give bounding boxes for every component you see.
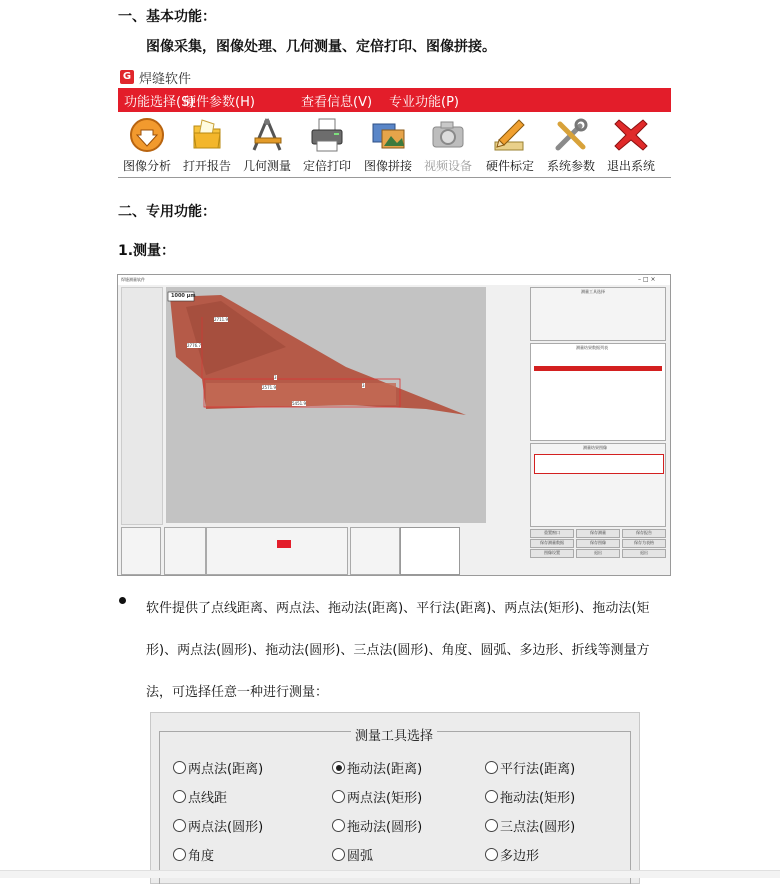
menu-item-pro-functions[interactable]: 专业功能(P) [389, 95, 459, 110]
screenshot-title-bar [118, 275, 670, 285]
mini-button[interactable]: 保存测量数据 [530, 539, 574, 548]
toolbar-button-image-analysis[interactable] [117, 116, 177, 176]
mini-button[interactable]: 保存图像 [576, 539, 620, 548]
mini-button[interactable]: 保存报告 [622, 529, 666, 538]
toolbar-button-video-device[interactable] [418, 116, 478, 176]
color-swatch[interactable] [277, 540, 291, 548]
tool-select-group-mini [530, 287, 666, 341]
mini-button[interactable]: 图像设置 [530, 549, 574, 558]
bullet-dot [119, 597, 126, 604]
tool-group-title-mini: 测量工具选择 [581, 289, 605, 294]
radio-icon[interactable] [173, 848, 186, 861]
screenshot-bottom-group-1 [121, 527, 161, 575]
radio-label: 圆弧 [347, 849, 374, 864]
radio-angle[interactable] [173, 845, 214, 864]
window-controls-icon[interactable]: – □ × [638, 276, 656, 283]
toolbar-button-exit-system[interactable] [601, 116, 661, 176]
radio-polygon[interactable] [485, 845, 539, 864]
radio-parallel-distance[interactable] [485, 758, 575, 777]
toolbar-button-geometry-measure[interactable] [237, 116, 297, 176]
basic-features-text: 图像采集，图像处理、几何测量、定倍打印、图像拼接。 [146, 39, 496, 55]
toolbar-button-image-stitch[interactable] [358, 116, 418, 176]
screenshot-window-title: 焊缝测量软件 [121, 277, 145, 282]
radio-label: 点线距 [188, 791, 228, 806]
camera-icon [429, 116, 467, 154]
tools-icon [552, 116, 590, 154]
measure-tool-legend: 测量工具选择 [351, 725, 437, 744]
screenshot-right-panel [530, 287, 666, 573]
radio-icon[interactable] [173, 819, 186, 832]
bullet-paragraph: 软件提供了点线距离、两点法、拖动法(距离)、平行法(距离)、两点法(矩形)、拖动法(矩形)、两点法(圆形)、拖动法(圆形)、三点法(圆形)、角度、圆弧、多边形、折线等测量方法，可选择任意一种进行测量： [146, 601, 650, 700]
image-stitch-icon [369, 116, 407, 154]
toolbar-label: 退出系统 [606, 159, 655, 173]
measure-label: 3 [274, 375, 277, 380]
toolbar-button-hardware-calibrate[interactable] [480, 116, 540, 176]
measure-label: 2571.9 [262, 385, 276, 390]
radio-icon[interactable] [332, 819, 345, 832]
weld-image [166, 287, 486, 523]
menu-item-function-select[interactable]: 功能选择(S) [124, 95, 195, 110]
radio-arc[interactable] [332, 845, 373, 864]
radio-three-point-circle[interactable] [485, 816, 575, 835]
radio-label: 两点法(矩形) [347, 791, 423, 806]
screenshot-bottom-group-3 [206, 527, 348, 575]
measure-tool-panel [150, 712, 640, 884]
toolbar-label: 硬件标定 [485, 159, 534, 173]
toolbar-label: 几何测量 [242, 159, 291, 173]
pencil-ruler-icon [491, 116, 529, 154]
open-report-icon [188, 116, 226, 154]
radio-drag-circle[interactable] [332, 816, 422, 835]
result-table-mini [530, 343, 666, 441]
radio-icon[interactable] [485, 790, 498, 803]
screenshot-left-panel [121, 287, 163, 525]
radio-icon[interactable] [332, 848, 345, 861]
measure-software-screenshot [117, 274, 671, 576]
measure-label: 3 [362, 383, 365, 388]
app-title: 焊缝软件 [139, 72, 192, 87]
radio-icon[interactable] [485, 848, 498, 861]
toolbar-label: 系统参数 [546, 159, 595, 173]
radio-icon[interactable] [173, 761, 186, 774]
radio-label: 拖动法(矩形) [500, 791, 576, 806]
measure-tool-fieldset [159, 731, 631, 884]
measure-label: 2776.7 [187, 343, 201, 348]
subheading-measure: 1.测量： [118, 243, 176, 259]
scale-bar-label: 1000 μm [171, 293, 196, 299]
toolbar-button-fixed-print[interactable] [297, 116, 357, 176]
mini-button[interactable]: 保存测量 [576, 529, 620, 538]
radio-label: 平行法(距离) [500, 762, 576, 777]
table-row[interactable] [534, 366, 662, 371]
toolbar-label: 视频设备 [423, 159, 472, 173]
app-title-bar [118, 67, 671, 87]
mini-button[interactable]: 保存为表格 [622, 539, 666, 548]
radio-label: 两点法(圆形) [188, 820, 264, 835]
measure-label: 2711.9 [214, 317, 228, 322]
mini-button[interactable]: 重置窗口 [530, 529, 574, 538]
radio-two-point-distance[interactable] [173, 758, 263, 777]
result-preview-mini [530, 443, 666, 527]
result-preview-title: 测量结果图像 [583, 445, 607, 450]
radio-two-point-circle[interactable] [173, 816, 263, 835]
radio-point-line[interactable] [173, 787, 227, 806]
radio-icon[interactable] [173, 790, 186, 803]
section-heading-basic: 一、基本功能： [118, 9, 216, 25]
menu-item-view-info[interactable]: 查看信息(V) [301, 95, 373, 110]
toolbar-label: 定倍打印 [302, 159, 351, 173]
section-heading-special: 二、专用功能： [118, 204, 216, 220]
toolbar-button-open-report[interactable] [177, 116, 237, 176]
geometry-measure-icon [248, 116, 286, 154]
toolbar-label: 图像拼接 [363, 159, 412, 173]
screenshot-bottom-group-4 [350, 527, 400, 575]
toolbar-label: 打开报告 [182, 159, 231, 173]
radio-label: 多边形 [500, 849, 540, 864]
image-analysis-icon [128, 116, 166, 154]
toolbar-button-system-params[interactable] [541, 116, 601, 176]
app-logo-icon: G [120, 70, 134, 84]
preview-row[interactable] [534, 454, 664, 474]
radio-label: 拖动法(圆形) [347, 820, 423, 835]
mini-button[interactable]: 退出 [622, 549, 666, 558]
radio-label: 角度 [188, 849, 215, 864]
menu-bar [118, 88, 671, 112]
measure-label: 5451.9 [292, 401, 306, 406]
radio-selected-icon[interactable] [332, 761, 345, 774]
radio-drag-rect[interactable] [485, 787, 575, 806]
radio-two-point-rect[interactable] [332, 787, 422, 806]
radio-label: 两点法(距离) [188, 762, 264, 777]
menu-item-hardware-params[interactable]: 硬件参数(H) [183, 95, 255, 110]
main-toolbar [118, 113, 671, 178]
radio-label: 拖动法(距离) [347, 762, 423, 777]
screenshot-thumbnail [400, 527, 460, 575]
printer-icon [308, 116, 346, 154]
screenshot-bottom-group-2 [164, 527, 206, 575]
exit-icon [612, 116, 650, 154]
toolbar-label: 图像分析 [122, 159, 171, 173]
radio-icon[interactable] [332, 790, 345, 803]
radio-icon[interactable] [485, 819, 498, 832]
result-table-title: 测量结果数据列表 [576, 345, 608, 350]
radio-label: 三点法(圆形) [500, 820, 576, 835]
mini-button[interactable]: 退出 [576, 549, 620, 558]
screenshot-image-canvas[interactable] [166, 287, 486, 523]
radio-icon[interactable] [485, 761, 498, 774]
radio-drag-distance[interactable] [332, 758, 422, 777]
app-window-header [118, 67, 671, 179]
